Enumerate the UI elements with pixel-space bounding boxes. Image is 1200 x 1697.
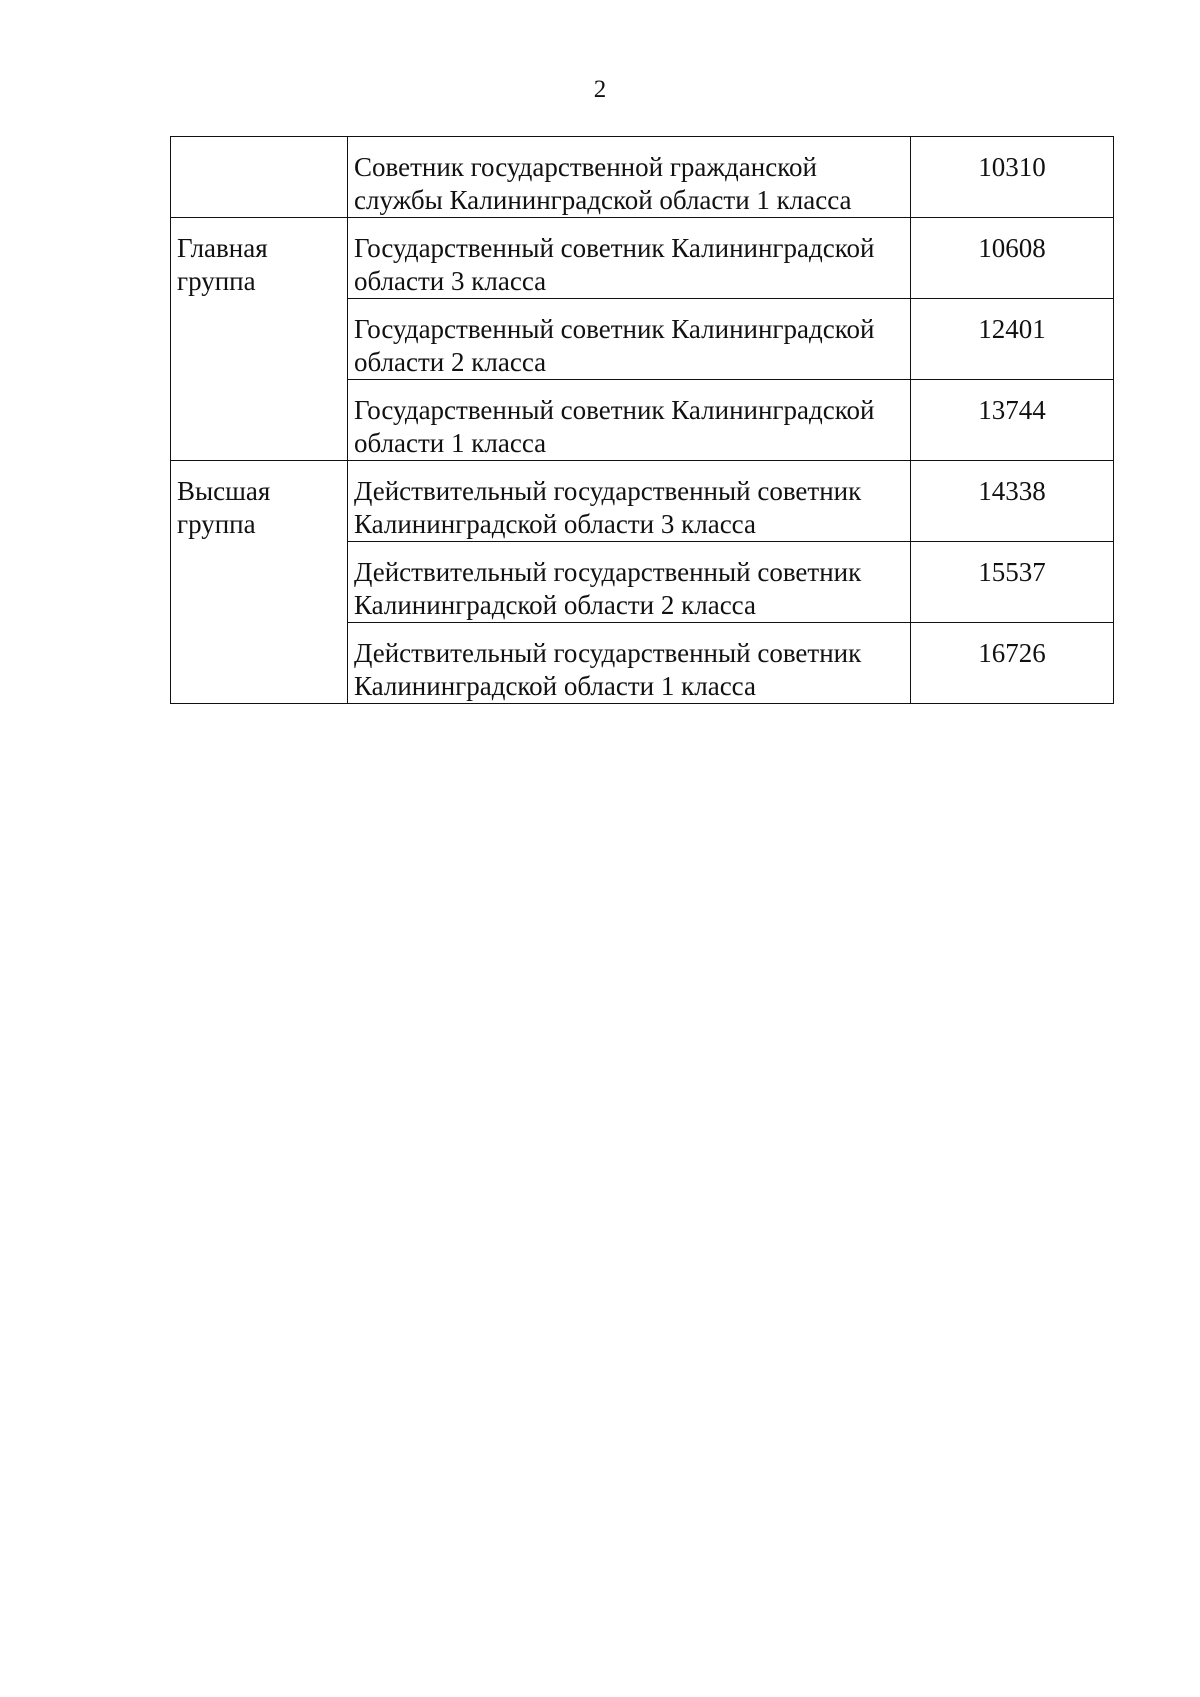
table-row bbox=[171, 137, 1114, 218]
amount-cell: 14338 bbox=[911, 461, 1114, 542]
rank-cell: Советник государственной гражданской службы Калининградской области 1 класса bbox=[348, 137, 911, 218]
amount-cell: 10608 bbox=[911, 218, 1114, 299]
table-row bbox=[171, 218, 1114, 299]
amount-cell: 16726 bbox=[911, 623, 1114, 704]
group-cell: Главная группа bbox=[171, 218, 348, 461]
amount-cell: 12401 bbox=[911, 299, 1114, 380]
class-rank-salary-table bbox=[170, 136, 1114, 704]
rank-cell: Государственный советник Калининградской области 1 класса bbox=[348, 380, 911, 461]
rank-cell: Государственный советник Калининградской области 3 класса bbox=[348, 218, 911, 299]
rank-cell: Действительный государственный советник Калининградской области 3 класса bbox=[348, 461, 911, 542]
rank-cell: Действительный государственный советник Калининградской области 2 класса bbox=[348, 542, 911, 623]
amount-cell: 10310 bbox=[911, 137, 1114, 218]
amount-cell: 13744 bbox=[911, 380, 1114, 461]
group-cell bbox=[171, 137, 348, 218]
page-number: 2 bbox=[593, 76, 607, 103]
rank-cell: Государственный советник Калининградской области 2 класса bbox=[348, 299, 911, 380]
rank-cell: Действительный государственный советник Калининградской области 1 класса bbox=[348, 623, 911, 704]
amount-cell: 15537 bbox=[911, 542, 1114, 623]
table-row bbox=[171, 461, 1114, 542]
group-cell: Высшая группа bbox=[171, 461, 348, 704]
